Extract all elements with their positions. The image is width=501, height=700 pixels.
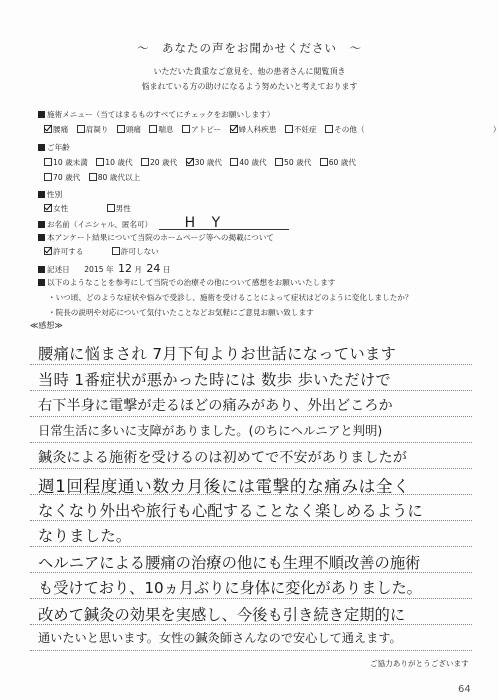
date-section: 記述日 2015 年 12 月 24 日 bbox=[38, 262, 170, 275]
checkbox-icon bbox=[96, 158, 104, 166]
intro-line-2: 悩まれている方の助けになるよう努めたいと考えております bbox=[141, 82, 358, 91]
checkbox-icon bbox=[285, 125, 293, 133]
bullet-square-icon bbox=[38, 191, 45, 198]
ruled-line bbox=[30, 364, 472, 365]
date-month[interactable]: 12 bbox=[117, 262, 132, 275]
request-bullet-2: ・院長の説明や対応について気付いたことなどお気軽にご意見お願い致します bbox=[48, 308, 314, 317]
bullet-square-icon bbox=[38, 111, 45, 118]
checkbox-icon bbox=[117, 125, 125, 133]
checkbox-age-under10[interactable]: 10 歳未満 bbox=[44, 157, 88, 168]
age-options-row-2 bbox=[44, 172, 146, 183]
checkbox-icon bbox=[44, 158, 52, 166]
feedback-line: 右下半身に電撃が走るほどの痛みがあり、外出どころか bbox=[38, 398, 393, 414]
date-day[interactable]: 24 bbox=[146, 262, 161, 275]
checkbox-age-20s[interactable]: 20 歳代 bbox=[141, 157, 177, 168]
checkbox-female[interactable]: 女性 bbox=[44, 203, 68, 214]
checkbox-icon bbox=[44, 204, 52, 212]
checkbox-icon bbox=[89, 173, 97, 181]
checkbox-age-70s[interactable]: 70 歳代 bbox=[44, 172, 80, 183]
bullet-square-icon bbox=[38, 266, 45, 273]
gender-section-label: 性別 bbox=[38, 189, 62, 200]
age-section-label: ご年齢 bbox=[38, 142, 70, 153]
checkbox-age-10s[interactable]: 10 歳代 bbox=[96, 157, 132, 168]
request-section-label: 以下のようなことを参考にして当院での治療その他について感想をお願いいたします bbox=[38, 277, 335, 288]
checkbox-icon bbox=[44, 125, 52, 133]
other-close-paren: ） bbox=[492, 125, 501, 134]
checkbox-icon bbox=[275, 158, 283, 166]
checkbox-atopy[interactable]: アトピー bbox=[182, 124, 221, 135]
checkbox-icon bbox=[182, 125, 190, 133]
feedback-line: 改めて鍼灸の効果を実感し、今後も引き続き定期的に bbox=[38, 606, 406, 624]
bullet-square-icon bbox=[38, 234, 45, 241]
checkbox-icon bbox=[325, 125, 333, 133]
ruled-line bbox=[30, 390, 472, 391]
checkbox-allow[interactable]: 許可する bbox=[44, 246, 83, 257]
date-year: 2015 bbox=[84, 265, 104, 274]
checkbox-male[interactable]: 男性 bbox=[107, 203, 131, 214]
checkbox-asthma[interactable]: 喘息 bbox=[149, 124, 173, 135]
ruled-line bbox=[30, 442, 472, 443]
checkbox-gynecology[interactable]: 婦人科疾患 bbox=[230, 124, 277, 135]
menu-options bbox=[44, 124, 501, 135]
checkbox-icon bbox=[44, 173, 52, 181]
intro-line-1: いただいた貴重なご意見を、他の患者さんに閲覧頂き bbox=[153, 67, 346, 76]
checkbox-icon bbox=[44, 247, 52, 255]
feedback-line: も受けており、10ヵ月ぶりに身体に変化がありました。 bbox=[38, 579, 422, 597]
menu-section-label: 施術メニュー（当てはまるものすべてにチェックをお願いします） bbox=[38, 109, 274, 120]
feedback-line: 通いたいと思います。女性の鍼灸師さんなので安心して通えます。 bbox=[38, 631, 402, 645]
thanks-text: ご協力ありがとうございます bbox=[370, 659, 469, 668]
request-bullet-1: ・いつ頃、どのような症状や悩みで受診し、施術を受けることによって症状はどのように変化しましたか？ bbox=[48, 293, 413, 302]
checkbox-age-40s[interactable]: 40 歳代 bbox=[230, 157, 266, 168]
feedback-line: 日常生活に多いに支障がありました。(のちにヘルニアと判明) bbox=[38, 423, 383, 438]
feedback-line: ヘルニアによる腰痛の治療の他にも生理不順改善の施術 bbox=[38, 554, 421, 572]
checkbox-age-50s[interactable]: 50 歳代 bbox=[275, 157, 311, 168]
checkbox-back-pain[interactable]: 腰痛 bbox=[44, 124, 68, 135]
feedback-line: 当時 1番症状が悪かった時には 数歩 歩いただけで bbox=[38, 371, 392, 389]
checkbox-age-60s[interactable]: 60 歳代 bbox=[320, 157, 356, 168]
checkbox-infertility[interactable]: 不妊症 bbox=[285, 124, 317, 135]
feedback-label: ≪感想≫ bbox=[30, 321, 63, 330]
checkbox-age-30s[interactable]: 30 歳代 bbox=[186, 157, 222, 168]
gender-options bbox=[44, 203, 137, 214]
year-unit: 年 bbox=[105, 265, 114, 274]
checkbox-icon bbox=[107, 204, 115, 212]
checkbox-icon bbox=[320, 158, 328, 166]
checkbox-headache[interactable]: 頭痛 bbox=[117, 124, 141, 135]
page-title: ～ あなたの声をお聞かせください ～ bbox=[137, 41, 362, 55]
checkbox-other[interactable]: その他（ bbox=[325, 124, 364, 135]
bullet-square-icon bbox=[38, 221, 45, 228]
bullet-square-icon bbox=[38, 144, 45, 151]
day-unit: 日 bbox=[162, 265, 171, 274]
feedback-line: 週1回程度通い数カ月後には電撃的な痛みは全く bbox=[38, 477, 411, 496]
checkbox-icon bbox=[186, 158, 194, 166]
checkbox-icon bbox=[149, 125, 157, 133]
publish-section-label: 本アンケート結果について当院のホームページ等への掲載について bbox=[38, 232, 274, 243]
ruled-line bbox=[30, 650, 472, 651]
checkbox-age-80plus[interactable]: 80 歳代以上 bbox=[89, 172, 140, 183]
ruled-line bbox=[30, 546, 472, 547]
name-section: お名前（イニシャル、匿名可） H Y bbox=[38, 215, 289, 232]
feedback-line: なくなり外出や旅行も心配することなく楽しめるように bbox=[38, 502, 423, 520]
checkbox-icon bbox=[112, 247, 120, 255]
feedback-line: 鍼灸による施術を受けるのは初めてで不安がありましたが bbox=[38, 450, 407, 466]
ruled-line bbox=[30, 416, 472, 417]
age-options-row-1 bbox=[44, 157, 362, 168]
name-value: H Y bbox=[184, 215, 227, 231]
publish-options bbox=[44, 246, 165, 257]
feedback-line: 腰痛に悩まされ 7月下旬よりお世話になっています bbox=[38, 345, 397, 363]
feedback-line: なりました。 bbox=[38, 527, 132, 545]
checkbox-deny[interactable]: 許可しない bbox=[112, 246, 159, 257]
page-number: 64 bbox=[458, 684, 471, 695]
name-field[interactable] bbox=[159, 213, 289, 230]
checkbox-icon bbox=[141, 158, 149, 166]
checkbox-icon bbox=[77, 125, 85, 133]
checkbox-icon bbox=[230, 125, 238, 133]
month-unit: 月 bbox=[134, 265, 142, 274]
checkbox-stiff-shoulder[interactable]: 肩凝り bbox=[77, 124, 109, 135]
checkbox-icon bbox=[230, 158, 238, 166]
ruled-line bbox=[30, 468, 472, 469]
ruled-line bbox=[30, 598, 472, 599]
bullet-square-icon bbox=[38, 279, 45, 286]
